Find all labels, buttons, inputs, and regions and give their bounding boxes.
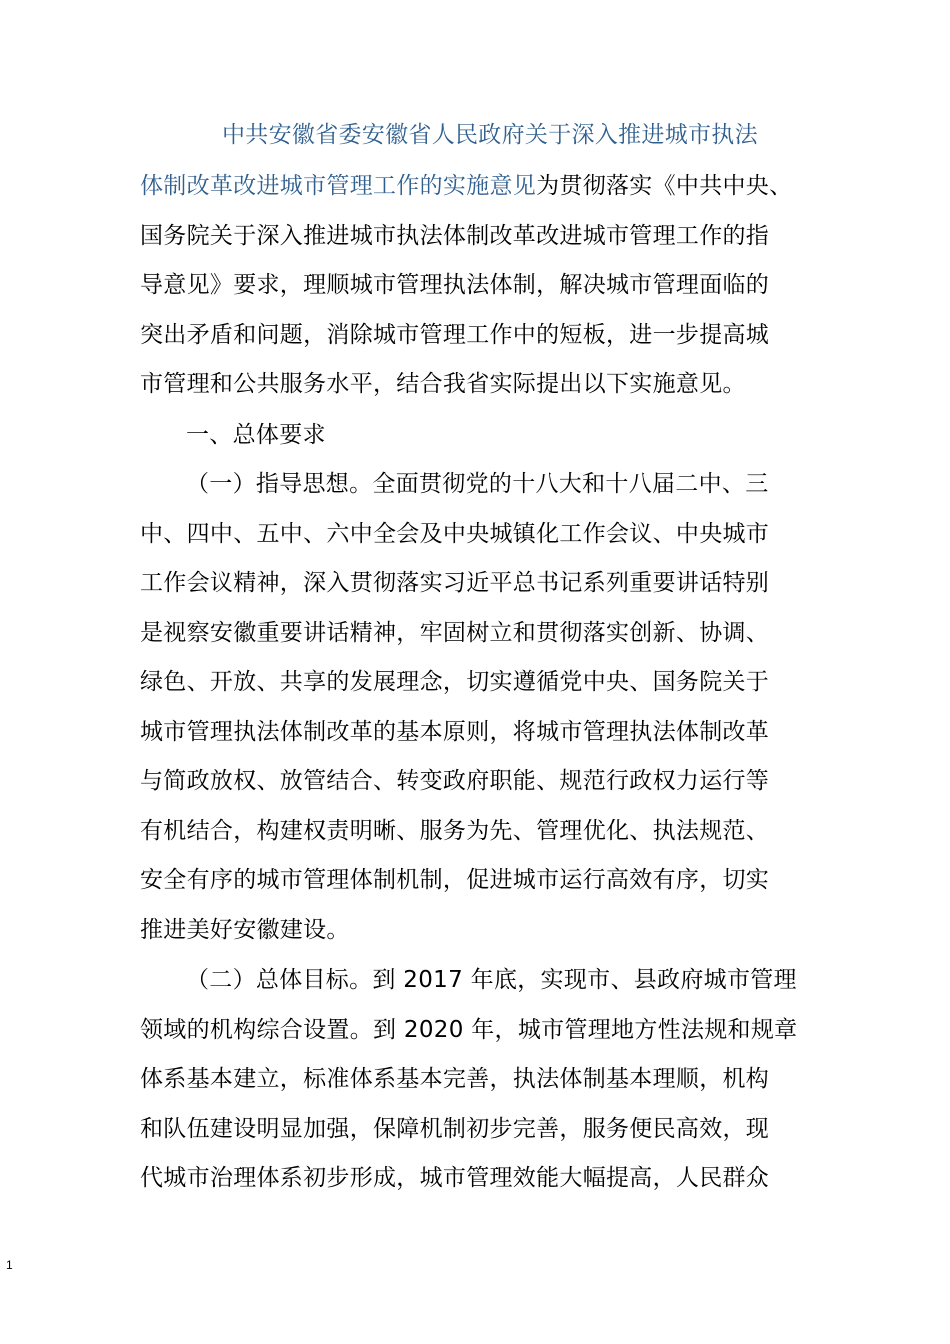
para-1-line-4: 是视察安徽重要讲话精神，牢固树立和贯彻落实创新、协调、	[140, 620, 770, 646]
para-1-line-2: 中、四中、五中、六中全会及中央城镇化工作会议、中央城市	[140, 521, 770, 547]
intro-line-3: 国务院关于深入推进城市执法体制改革改进城市管理工作的指	[140, 223, 770, 249]
intro-text-start: 为贯彻落实《中共中央、	[536, 173, 793, 199]
page-number: 1	[6, 1258, 13, 1272]
para-1-line-10: 推进美好安徽建设。	[140, 917, 350, 943]
para-2-line-2: 领域的机构综合设置。到 2020 年，城市管理地方性法规和规章	[140, 1017, 798, 1043]
para-1-line-5: 绿色、开放、共享的发展理念，切实遵循党中央、国务院关于	[140, 669, 770, 695]
document-title-part-1: 中共安徽省委安徽省人民政府关于深入推进城市执法	[222, 122, 758, 148]
section-1-heading: 一、总体要求	[186, 422, 326, 448]
para-2-line-3: 体系基本建立，标准体系基本完善，执法体制基本理顺，机构	[140, 1066, 770, 1092]
intro-line-6: 市管理和公共服务水平，结合我省实际提出以下实施意见。	[140, 371, 746, 397]
document-title-part-2: 体制改革改进城市管理工作的实施意见	[140, 173, 537, 199]
para-2-line-4: 和队伍建设明显加强，保障机制初步完善，服务便民高效，现	[140, 1116, 770, 1142]
para-1-line-3: 工作会议精神，深入贯彻落实习近平总书记系列重要讲话特别	[140, 570, 770, 596]
para-1-line-9: 安全有序的城市管理体制机制，促进城市运行高效有序，切实	[140, 867, 770, 893]
para-1-line-6: 城市管理执法体制改革的基本原则，将城市管理执法体制改革	[140, 719, 770, 745]
intro-line-5: 突出矛盾和问题，消除城市管理工作中的短板，进一步提高城	[140, 322, 770, 348]
para-1-line-7: 与简政放权、放管结合、转变政府职能、规范行政权力运行等	[140, 768, 770, 794]
title-line-2	[140, 171, 792, 201]
para-1-line-8: 有机结合，构建权责明晰、服务为先、管理优化、执法规范、	[140, 818, 770, 844]
para-1-line-1: （一）指导思想。全面贯彻党的十八大和十八届二中、三	[186, 471, 769, 497]
para-2-line-5: 代城市治理体系初步形成，城市管理效能大幅提高，人民群众	[140, 1165, 770, 1191]
intro-line-4: 导意见》要求，理顺城市管理执法体制，解决城市管理面临的	[140, 272, 770, 298]
para-2-line-1: （二）总体目标。到 2017 年底，实现市、县政府城市管理	[186, 967, 797, 993]
title-line-1	[222, 120, 758, 150]
